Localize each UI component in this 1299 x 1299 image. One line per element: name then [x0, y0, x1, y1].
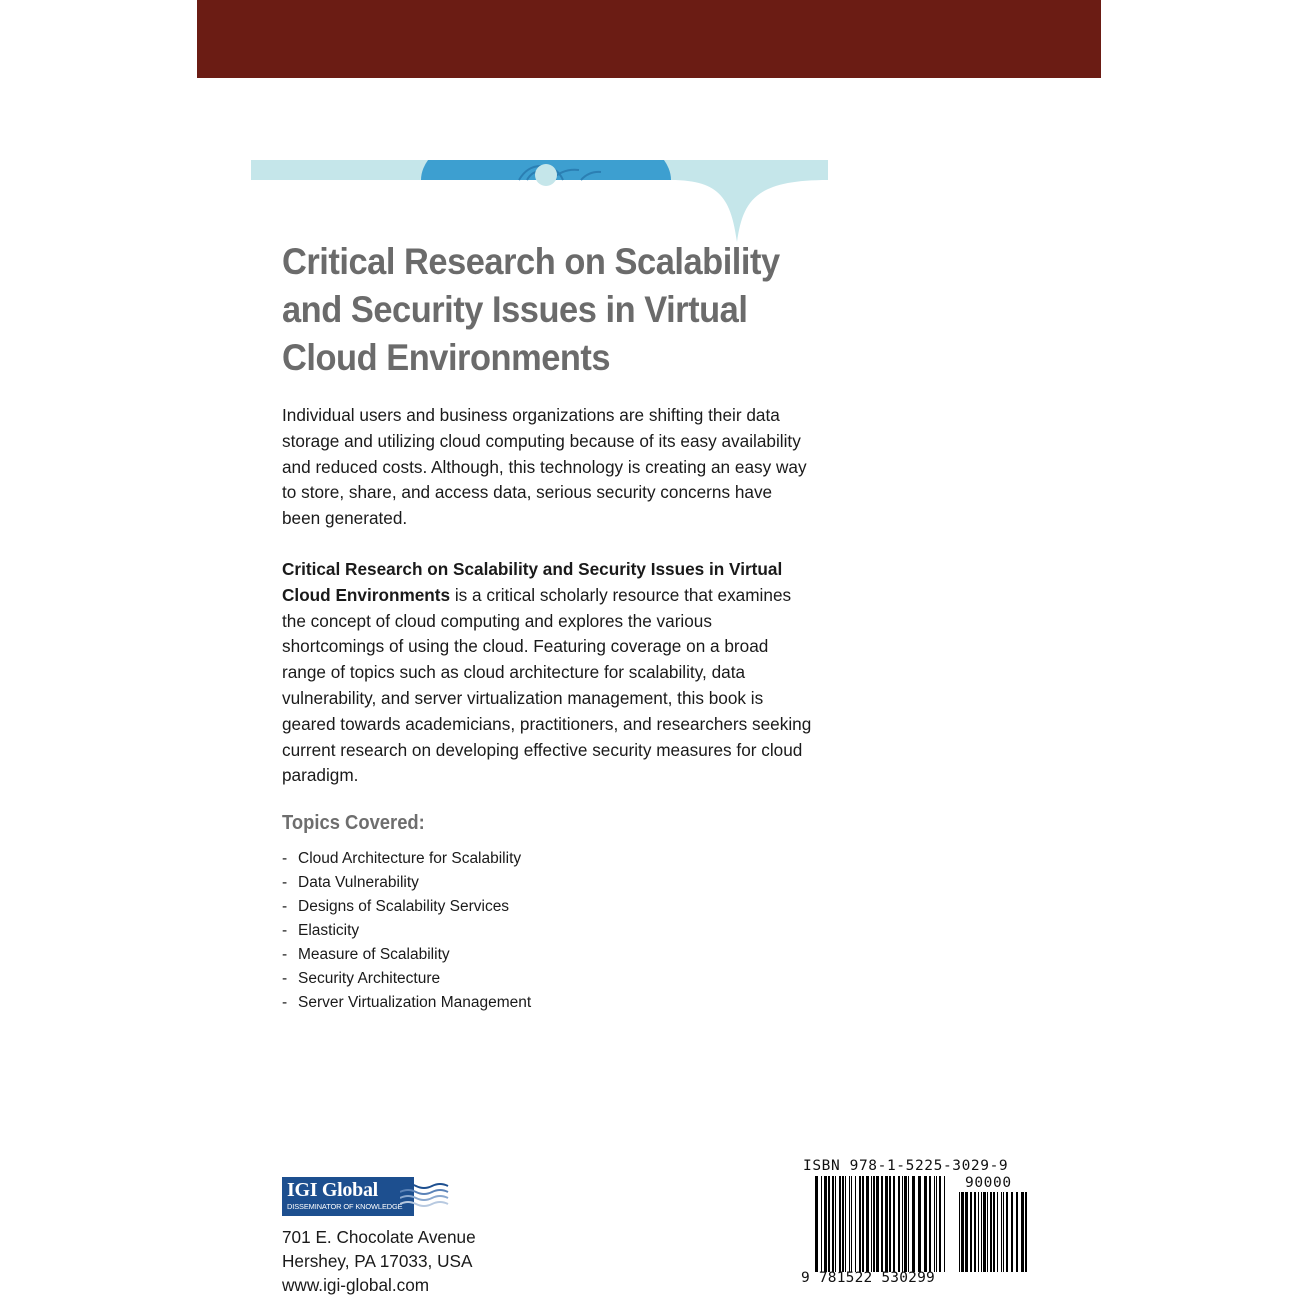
book-title: Critical Research on Scalability and Security Issues in Virtual Cloud Environments	[282, 241, 780, 378]
topics-list	[282, 847, 531, 1015]
list-item: - Server Virtualization Management	[282, 994, 532, 1011]
description-paragraph-1: Individual users and business organizations are shifting their data storage and utilizing cloud computing because of its easy availability and reduced costs. Although, this technology is creating an easy way to store, share, and access data, serious security concerns have been generated.	[282, 405, 807, 529]
address-line-2: Hershey, PA 17033, USA	[282, 1251, 473, 1271]
address-line-1: 701 E. Chocolate Avenue	[282, 1227, 476, 1247]
book-back-cover	[197, 0, 1101, 1299]
list-item: - Designs of Scalability Services	[282, 898, 510, 915]
top-color-band	[197, 0, 1101, 78]
topics-heading: Topics Covered:	[282, 812, 425, 834]
barcode-digits: 9 781522 530299	[801, 1270, 935, 1286]
list-item: - Elasticity	[282, 922, 360, 939]
publisher-website: www.igi-global.com	[282, 1275, 430, 1295]
logo-tagline: DISSEMINATOR OF KNOWLEDGE	[287, 1202, 403, 1211]
list-item: - Data Vulnerability	[282, 874, 419, 891]
barcode-addon-icon	[959, 1192, 1027, 1272]
barcode-icon	[815, 1176, 945, 1272]
publisher-logo	[282, 1177, 452, 1217]
list-item: - Security Architecture	[282, 970, 441, 987]
price-code: 90000	[965, 1175, 1012, 1191]
list-item: - Measure of Scalability	[282, 946, 450, 963]
description-paragraph-2	[282, 557, 812, 789]
isbn-label: ISBN 978-1-5225-3029-9	[803, 1158, 1009, 1174]
publisher-address	[282, 1225, 476, 1297]
header-decoration	[251, 160, 828, 250]
description-text: is a critical scholarly resource that examines the concept of cloud computing and explores the various shortcomings of using the cloud. Featuring coverage on a broad range of topics such as cloud architecture for scalability, data vulnerability, and server virtualization management, this book is geared towards academicians, practitioners, and researchers seeking current research on developing effective security measures for cloud paradigm.	[282, 584, 812, 786]
book-title-inline: Critical Research on Scalability and Security Issues in Virtual Cloud Environments	[282, 559, 783, 605]
logo-name: IGI Global	[287, 1179, 378, 1201]
waves-icon	[400, 1179, 452, 1213]
list-item: - Cloud Architecture for Scalability	[282, 850, 522, 867]
